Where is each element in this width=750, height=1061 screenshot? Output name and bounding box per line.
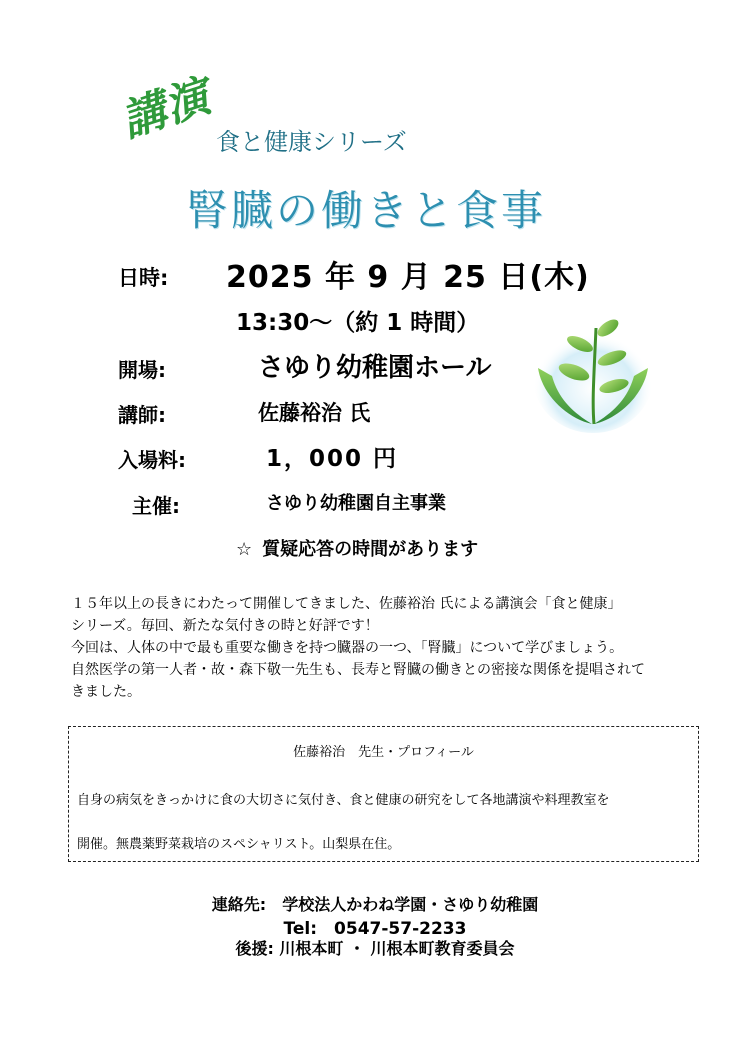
- intro-line: きました。: [71, 684, 141, 700]
- kouen-label: 講演: [115, 70, 217, 147]
- series-subtitle: 食と健康シリーズ: [216, 128, 407, 156]
- qa-note: [236, 535, 478, 561]
- support-line: 後援: 川根本町 ・ 川根本町教育委員会: [235, 939, 515, 958]
- profile-line: 自身の病気をきっかけに食の大切さに気付き、食と健康の研究をして各地講演や料理教室を: [77, 793, 610, 808]
- date-value: 2025 年 9 月 25 日(木): [226, 260, 590, 295]
- contact-line: 連絡先: 学校法人かわね学園・さゆり幼稚園: [211, 895, 539, 914]
- lecturer-label: 講師:: [118, 403, 166, 427]
- profile-line: 開催。無農薬野菜栽培のスペシャリスト。山梨県在住。: [77, 837, 401, 852]
- venue-label: 開場:: [118, 358, 166, 382]
- time-value: 13:30～（約 1 時間）: [236, 310, 480, 336]
- intro-line: 今回は、人体の中で最も重要な働きを持つ臓器の一つ、「腎臓」について学びましょう。: [71, 640, 624, 656]
- page-title: 腎臓の働きと食事: [186, 186, 547, 235]
- intro-line: シリーズ。毎回、新たな気付きの時と好評です！: [71, 618, 379, 634]
- plant-in-hands-icon: [528, 306, 658, 436]
- qa-text: 質疑応答の時間があります: [262, 539, 479, 560]
- organizer-value: さゆり幼稚園自主事業: [266, 493, 446, 514]
- star-icon: ☆: [236, 539, 253, 560]
- intro-text: [71, 593, 691, 703]
- date-label: 日時:: [118, 266, 169, 290]
- tel-line: Tel: 0547-57-2233: [283, 919, 467, 939]
- lecturer-value: 佐藤裕治 氏: [258, 401, 371, 425]
- organizer-label: 主催:: [132, 494, 180, 518]
- intro-line: １５年以上の長きにわたって開催してきました、佐藤裕治 氏による講演会「食と健康」: [71, 596, 622, 612]
- venue-value: さゆり幼稚園ホール: [258, 353, 492, 383]
- profile-box: [68, 726, 699, 862]
- intro-line: 自然医学の第一人者・故・森下敬一先生も、長寿と腎臓の働きとの密接な関係を提唱されて: [71, 662, 645, 678]
- profile-title: 佐藤裕治 先生・プロフィール: [293, 745, 474, 760]
- fee-value: 1，000 円: [266, 446, 399, 472]
- fee-label: 入場料:: [118, 448, 186, 472]
